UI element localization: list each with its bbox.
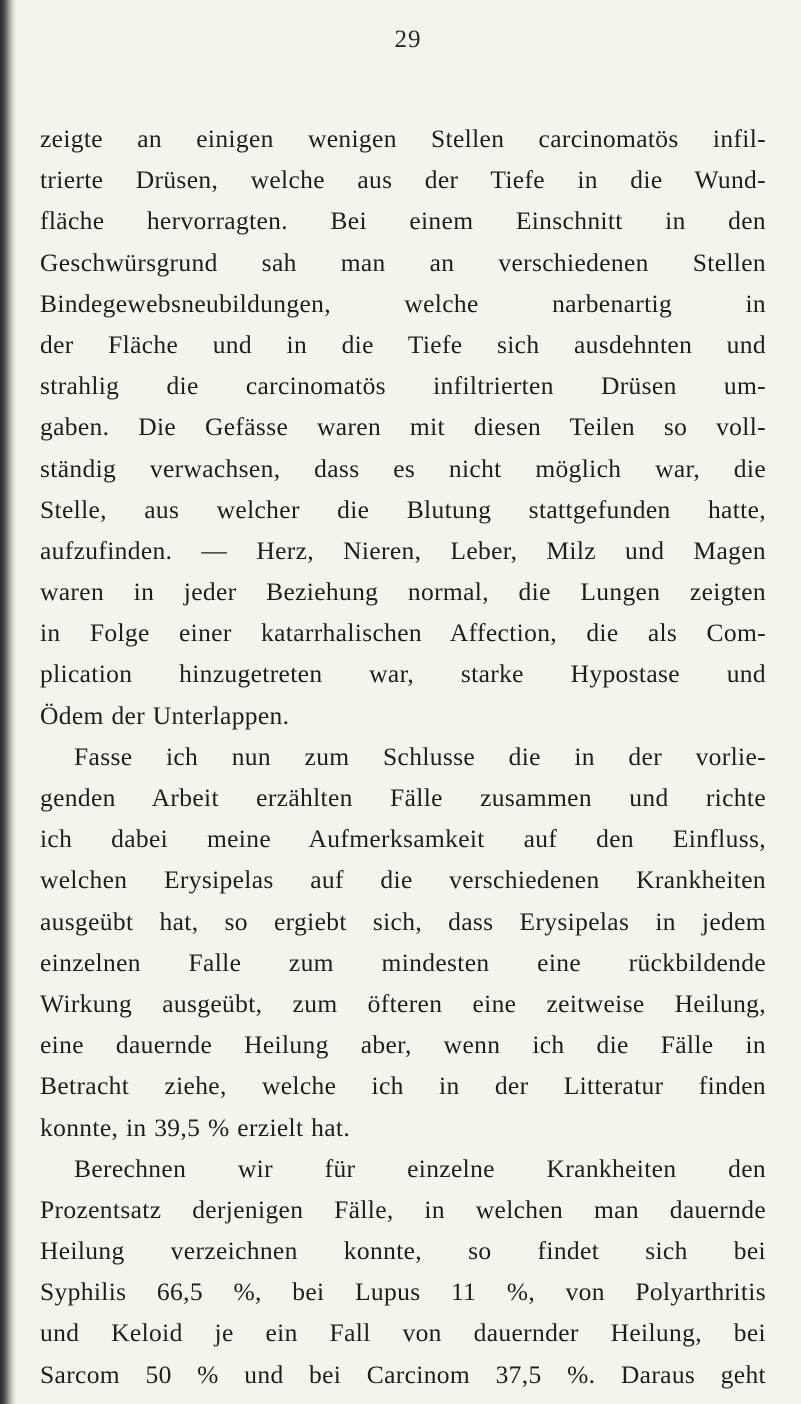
text-line: Betracht ziehe, welche ich in der Litteratur finden	[40, 1071, 766, 1101]
text-line: Wirkung ausgeübt, zum öfteren eine zeitweise Heilung,	[40, 988, 766, 1018]
paragraph-3	[40, 1148, 766, 1395]
text-line: und Keloid je ein Fall von dauernder Heilung, bei	[40, 1318, 766, 1348]
text-line: waren in jeder Beziehung normal, die Lungen zeigten	[40, 577, 766, 607]
text-line: Heilung verzeichnen konnte, so findet sich bei	[40, 1236, 766, 1266]
paragraph-1	[40, 118, 766, 736]
text-line: einzelnen Falle zum mindesten eine rückbildende	[40, 947, 766, 977]
text-line: fläche hervorragten. Bei einem Einschnitt in den	[40, 206, 766, 236]
text-line: Prozentsatz derjenigen Fälle, in welchen man dauernde	[40, 1194, 766, 1224]
text-line: plication hinzugetreten war, starke Hypostase und	[40, 659, 766, 689]
binding-gutter	[0, 0, 16, 1404]
text-line: Bindegewebsneubildungen, welche narbenartig in	[40, 288, 766, 318]
page-number: 29	[394, 26, 422, 53]
text-line: strahlig die carcinomatös infiltrierten Drüsen um-	[40, 371, 766, 401]
text-line: Fasse ich nun zum Schlusse die in der vorlie-	[74, 741, 766, 771]
text-line: Berechnen wir für einzelne Krankheiten den	[74, 1153, 766, 1183]
text-line: in Folge einer katarrhalischen Affection, die als Com-	[40, 618, 766, 648]
text-line: eine dauernde Heilung aber, wenn ich die Fälle in	[40, 1030, 766, 1060]
text-line: zeigte an einigen wenigen Stellen carcinomatös infil-	[40, 124, 766, 153]
text-line: welchen Erysipelas auf die verschiedenen Krankheiten	[40, 865, 766, 895]
text-line: ausgeübt hat, so ergiebt sich, dass Erysipelas in jedem	[40, 906, 766, 936]
paragraph-2	[40, 736, 766, 1148]
text-line: ständig verwachsen, dass es nicht möglich war, die	[40, 453, 766, 483]
text-line: Ödem der Unterlappen.	[40, 700, 290, 730]
text-line: der Fläche und in die Tiefe sich ausdehnten und	[40, 329, 766, 359]
text-line: Syphilis 66,5 %, bei Lupus 11 %, von Polyarthritis	[40, 1277, 766, 1307]
text-line: aufzufinden. — Herz, Nieren, Leber, Milz und Magen	[40, 535, 766, 565]
text-line: gaben. Die Gefässe waren mit diesen Teilen so voll-	[40, 412, 766, 442]
body-text	[40, 118, 766, 1395]
text-line: Sarcom 50 % und bei Carcinom 37,5 %. Daraus geht	[40, 1359, 766, 1389]
text-line: konnte, in 39,5 % erzielt hat.	[40, 1112, 351, 1142]
text-line: Stelle, aus welcher die Blutung stattgefunden hatte,	[40, 494, 766, 524]
text-line: trierte Drüsen, welche aus der Tiefe in die Wund-	[40, 165, 766, 195]
text-line: ich dabei meine Aufmerksamkeit auf den Einfluss,	[40, 824, 766, 854]
text-line: Geschwürsgrund sah man an verschiedenen Stellen	[40, 247, 766, 277]
text-line: genden Arbeit erzählten Fälle zusammen und richte	[40, 783, 766, 812]
